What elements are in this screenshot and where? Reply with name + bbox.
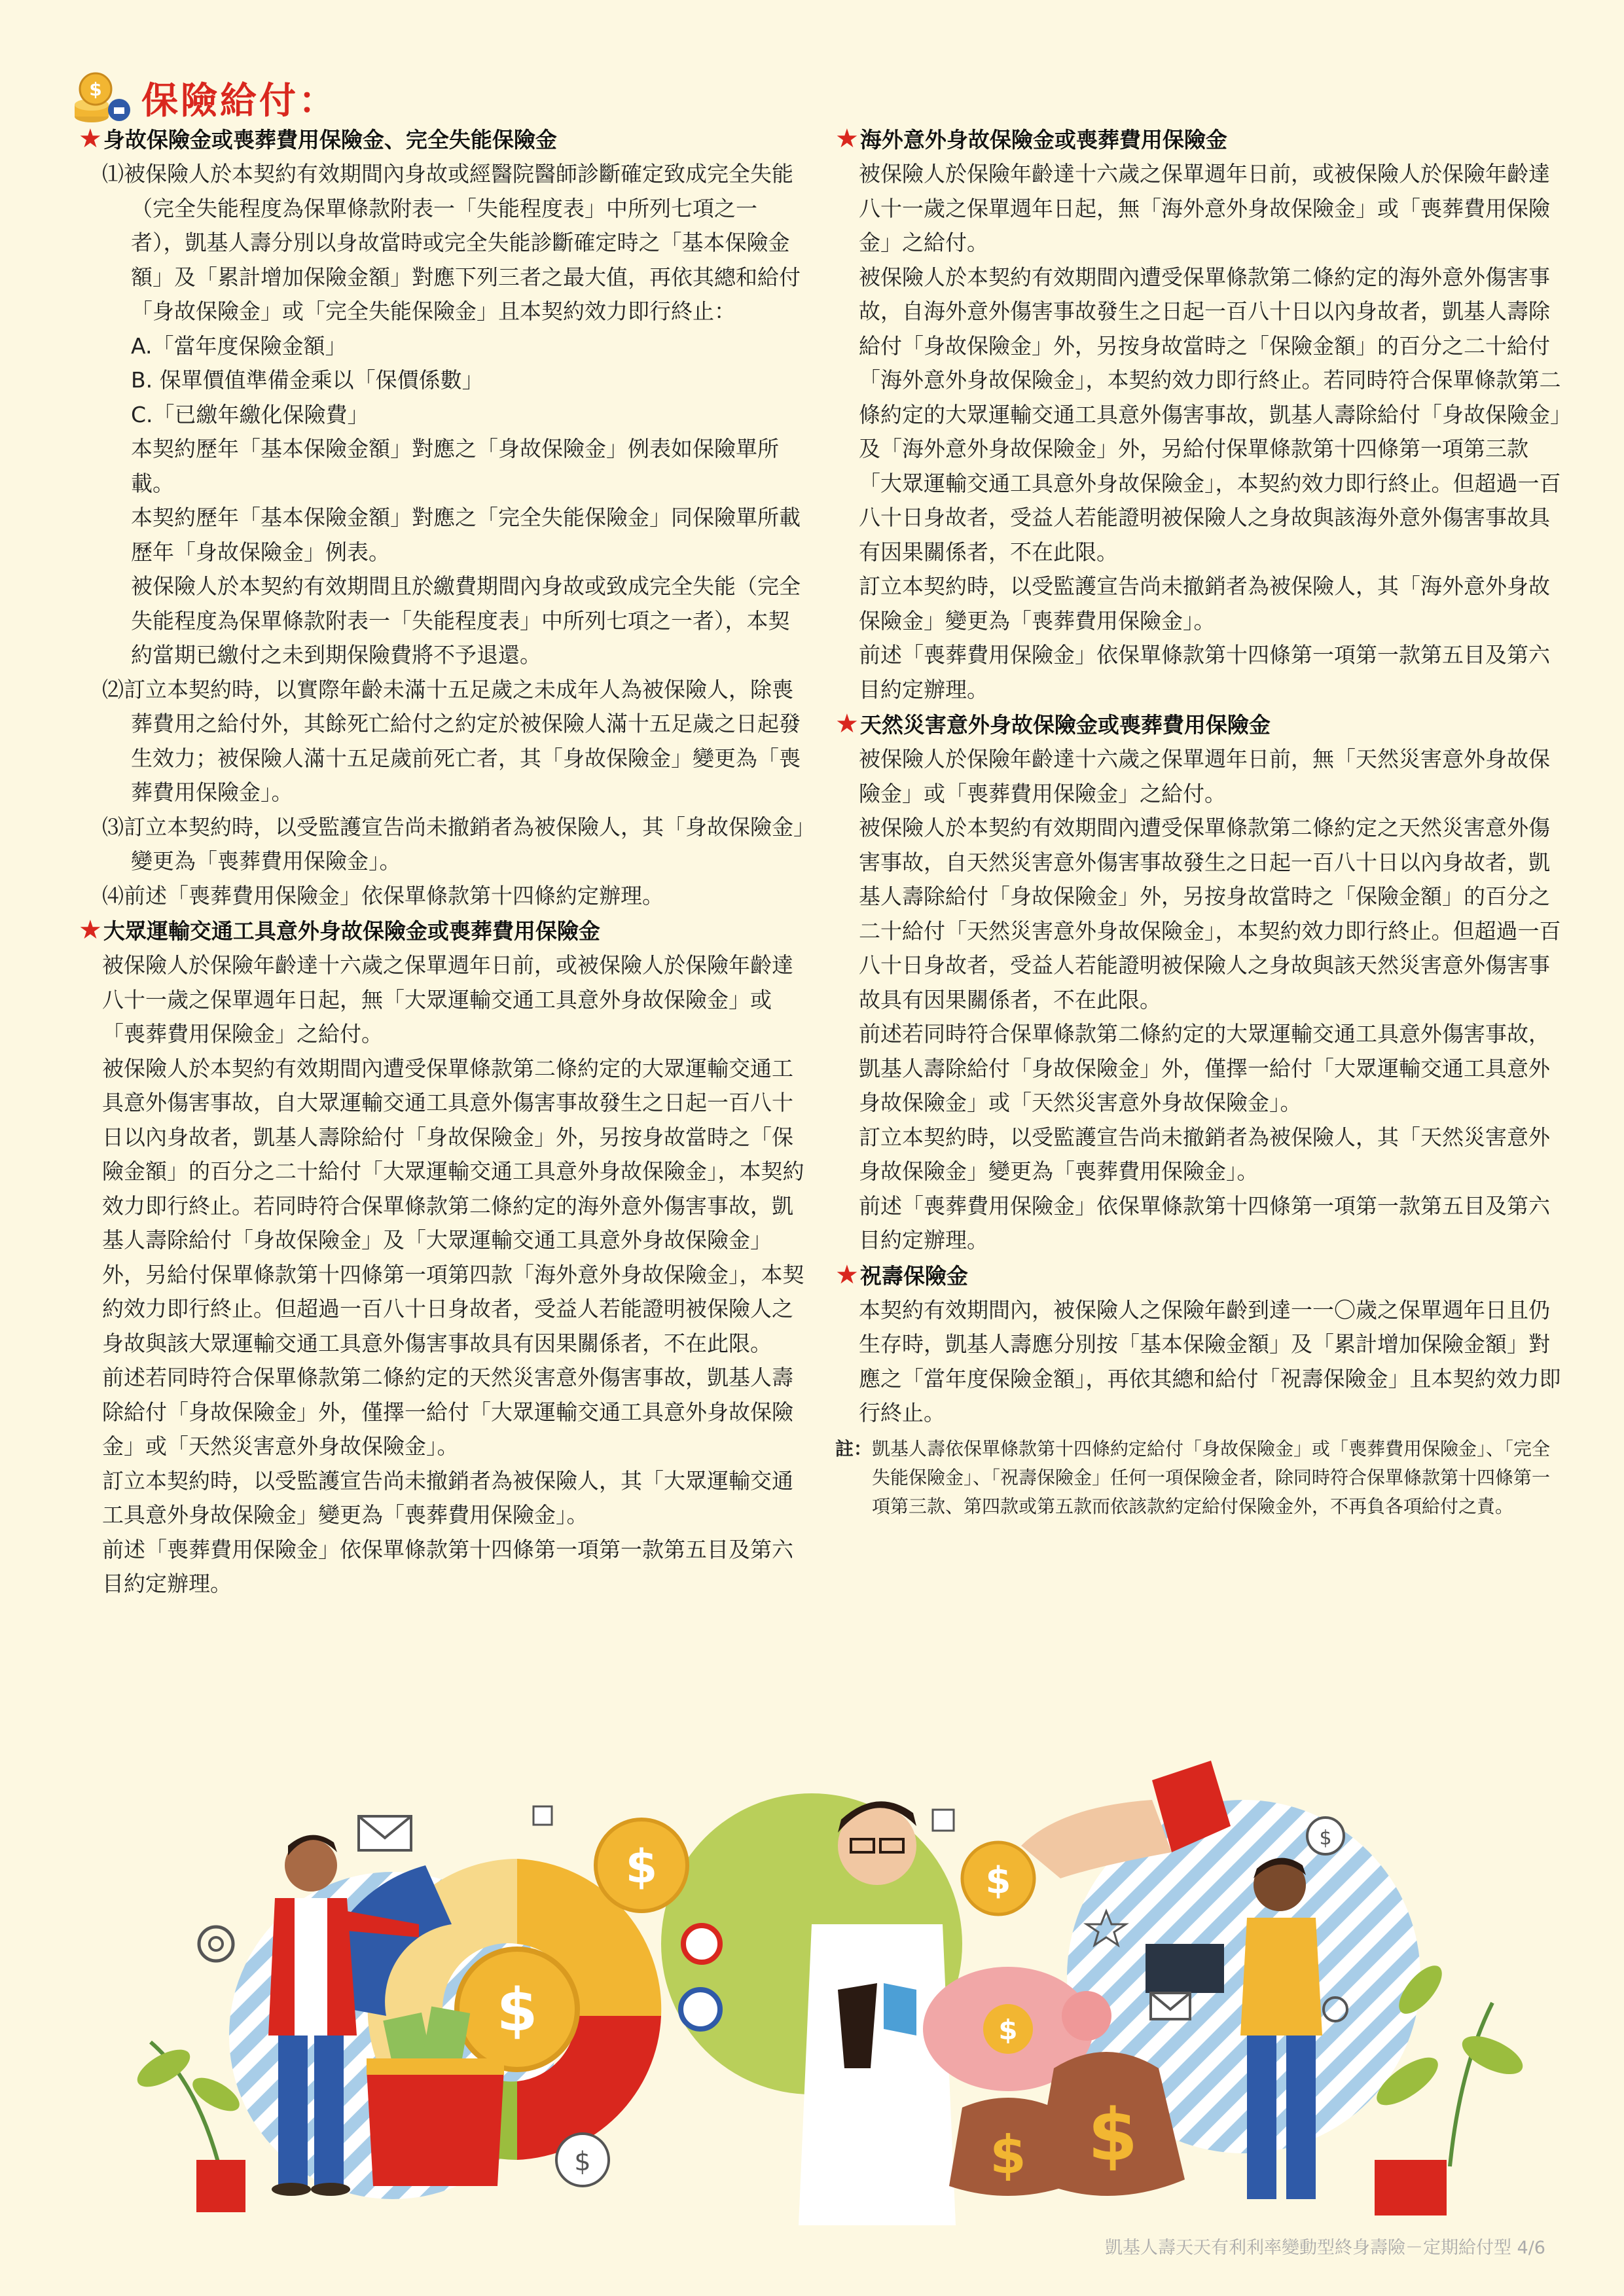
svg-text:$: $ (89, 79, 102, 100)
paragraph: 本契約有效期間內，被保險人之保險年齡到達一一〇歲之保單週年日且仍生存時，凱基人壽應分別按「基本保險金額」及「累計增加保險金額」對應之「當年度保險金額」，再依其總和給付「祝壽保險金」且本契約效力即行終止。 (859, 1297, 1561, 1426)
paragraph: 被保險人於本契約有效期間內遭受保單條款第二條約定的大眾運輸交通工具意外傷害事故，自大眾運輸交通工具意外傷害事故發生之日起一百八十日以內身故者，凱基人壽除給付「身故保險金」外，另按身故當時之「保險金額」的百分之二十給付「大眾運輸交通工具意外身故保險金」，本契約效力即行終止。若同時符合保單條款第二條約定的海外意外傷害事故，凱基人壽除給付「身故保險金」及「大眾運輸交通工具意外身故保險金」外，另給付保單條款第十四條第一項第四款「海外意外身故保險金」，本契約效力即行終止。但超過一百八十日身故者，受益人若能證明被保險人之身故與該大眾運輸交通工具意外傷害事故具有因果關係者，不在此限。 (102, 1055, 804, 1356)
right-column (835, 122, 1562, 1521)
coin-large (457, 1949, 577, 2070)
paragraph: 前述「喪葬費用保險金」依保單條款第十四條第一項第一款第五目及第六目約定辦理。 (102, 1536, 793, 1596)
finance-illustration (0, 1728, 1624, 2225)
coin-medium (596, 1820, 687, 1911)
clause-3: ⑶訂立本契約時，以受監護宣告尚未撤銷者為被保險人，其「身故保險金」變更為「喪葬費用保險金」。 (102, 814, 804, 874)
star-icon: ★ (835, 709, 859, 739)
paragraph: 前述若同時符合保單條款第二條約定的天然災害意外傷害事故，凱基人壽除給付「身故保險金」外，僅擇一給付「大眾運輸交通工具意外身故保險金」或「天然災害意外身故保險金」。 (102, 1365, 793, 1459)
paragraph: 本契約歷年「基本保險金額」對應之「身故保險金」例表如保險單所載。 (131, 436, 779, 496)
plant-left (132, 2042, 245, 2212)
paragraph: 被保險人於本契約有效期間內遭受保單條款第二條約定之天然災害意外傷害事故，自天然災害意外傷害事故發生之日起一百八十日以內身故者，凱基人壽除給付「身故保險金」外，另按身故當時之「保險金額」的百分之二十給付「天然災害意外身故保險金」，本契約效力即行終止。但超過一百八十日身故者，受益人若能證明被保險人之身故與該天然災害意外傷害事故具有因果關係者，不在此限。 (859, 815, 1561, 1013)
checkbox-icon (933, 1810, 954, 1831)
svg-text:$: $ (998, 2014, 1018, 2046)
paragraph: 被保險人於本契約有效期間且於繳費期間內身故或致成完全失能（完全失能程度為保單條款附表一「失能程度表」中所列七項之一者），本契約當期已繳付之未到期保險費將不予退還。 (131, 573, 801, 668)
clause-1: ⑴被保險人於本契約有效期間內身故或經醫院醫師診斷確定致成完全失能（完全失能程度為保單條款附表一「失能程度表」中所列七項之一者），凱基人壽分別以身故當時或完全失能診斷確定時之「基本保險金額」及「累計增加保險金額」對應下列三者之最大值，再依其總和給付「身故保險金」或「完全失能保險金」且本契約效力即行終止： (102, 161, 801, 324)
svg-text:$: $ (574, 2147, 591, 2177)
paragraph: 被保險人於保險年齡達十六歲之保單週年日前，或被保險人於保險年齡達八十一歲之保單週年日起，無「大眾運輸交通工具意外身故保險金」或「喪葬費用保險金」之給付。 (102, 952, 793, 1047)
paragraph: 訂立本契約時，以受監護宣告尚未撤銷者為被保險人，其「大眾運輸交通工具意外身故保險金」變更為「喪葬費用保險金」。 (102, 1467, 793, 1528)
checkbox-icon (533, 1806, 552, 1825)
section-heading-public-transport: ★大眾運輸交通工具意外身故保險金或喪葬費用保險金 (79, 915, 600, 945)
star-icon: ★ (835, 124, 859, 154)
title-bar (72, 71, 338, 126)
left-column (79, 122, 805, 1602)
star-icon: ★ (79, 915, 102, 945)
page-title: 保險給付： (141, 80, 338, 122)
paragraph: 被保險人於保險年齡達十六歲之保單週年日前，或被保險人於保險年齡達八十一歲之保單週年日起，無「海外意外身故保險金」或「喪葬費用保險金」之給付。 (859, 161, 1550, 255)
svg-text:$: $ (625, 1840, 658, 1893)
paragraph: 前述「喪葬費用保險金」依保單條款第十四條第一項第一款第五目及第六目約定辦理。 (859, 1193, 1550, 1253)
svg-text:$: $ (990, 2125, 1026, 2185)
paragraph: 訂立本契約時，以受監護宣告尚未撤銷者為被保險人，其「天然災害意外身故保險金」變更為「喪葬費用保險金」。 (859, 1124, 1550, 1184)
money-bag-small (949, 2098, 1067, 2196)
svg-text:$: $ (1087, 2093, 1138, 2177)
pie-icon (681, 1990, 720, 2029)
coins-icon (72, 71, 132, 126)
dollar-badge-icon (556, 2134, 609, 2186)
pie-icon (683, 1926, 720, 1962)
dollar-badge-icon (1307, 1818, 1344, 1854)
paragraph: 被保險人於保險年齡達十六歲之保單週年日前，無「天然災害意外身故保險金」或「喪葬費用保險金」之給付。 (859, 746, 1550, 806)
footnote-label: 註： (835, 1437, 873, 1460)
page-footer: 凱基人壽天天有利利率變動型終身壽險－定期給付型 4/6 (1104, 2238, 1545, 2258)
option-b: B. 保單價值準備金乘以「保價係數」 (131, 367, 484, 393)
paragraph: 前述「喪葬費用保險金」依保單條款第十四條第一項第一款第五目及第六目約定辦理。 (859, 642, 1550, 702)
clause-4: ⑷前述「喪葬費用保險金」依保單條款第十四條約定辦理。 (102, 882, 664, 908)
svg-text:$: $ (985, 1859, 1011, 1902)
paragraph: 前述若同時符合保單條款第二條約定的大眾運輸交通工具意外傷害事故，凱基人壽除給付「身故保險金」外，僅擇一給付「大眾運輸交通工具意外身故保險金」或「天然災害意外身故保險金」。 (859, 1021, 1550, 1115)
star-icon: ★ (835, 1259, 859, 1290)
footnote (835, 1435, 1562, 1521)
footnote-text: 凱基人壽依保單條款第十四條約定給付「身故保險金」或「喪葬費用保險金」、「完全失能保險金」、「祝壽保險金」任何一項保險金者，除同時符合保單條款第十四條第一項第三款、第四款或第五款而依該款約定給付保險金外，不再負各項給付之責。 (872, 1437, 1551, 1517)
option-a: A.「當年度保險金額」 (131, 332, 347, 359)
envelope-icon (359, 1816, 411, 1850)
gear-icon (199, 1927, 233, 1961)
coin-hand (962, 1842, 1034, 1914)
paragraph: 訂立本契約時，以受監護宣告尚未撤銷者為被保險人，其「海外意外身故保險金」變更為「喪葬費用保險金」。 (859, 573, 1550, 634)
option-c: C.「已繳年繳化保險費」 (131, 401, 369, 427)
section-heading-overseas: ★海外意外身故保險金或喪葬費用保險金 (835, 124, 1227, 154)
paragraph: 本契約歷年「基本保險金額」對應之「完全失能保險金」同保險單所載歷年「身故保險金」例表。 (131, 505, 801, 565)
envelope-icon (1151, 1993, 1190, 2019)
section-heading-longevity: ★祝壽保險金 (835, 1259, 968, 1290)
section-heading-natural-disaster: ★天然災害意外身故保險金或喪葬費用保險金 (835, 709, 1271, 739)
paragraph: 被保險人於本契約有效期間內遭受保單條款第二條約定的海外意外傷害事故，自海外意外傷害事故發生之日起一百八十日以內身故者，凱基人壽除給付「身故保險金」外，另按身故當時之「保險金額」的百分之二十給付「海外意外身故保險金」，本契約效力即行終止。若同時符合保單條款第二條約定的大眾運輸交通工具意外傷害事故，凱基人壽除給付「身故保險金」及「海外意外身故保險金」外，另給付保單條款第十四條第一項第三款「大眾運輸交通工具意外身故保險金」，本契約效力即行終止。但超過一百八十日身故者，受益人若能證明被保險人之身故與該海外意外傷害事故具有因果關係者，不在此限。 (859, 264, 1561, 565)
star-icon: ★ (79, 124, 102, 154)
svg-text:$: $ (1319, 1827, 1332, 1850)
svg-text:$: $ (496, 1976, 538, 2045)
clause-2: ⑵訂立本契約時，以實際年齡未滿十五足歲之未成年人為被保險人，除喪葬費用之給付外，其餘死亡給付之約定於被保險人滿十五足歲之日起發生效力；被保險人滿十五足歲前死亡者，其「身故保險金」變更為「喪葬費用保險金」。 (102, 676, 801, 805)
section-heading-death-benefit: ★身故保險金或喪葬費用保險金、完全失能保險金 (79, 124, 557, 154)
